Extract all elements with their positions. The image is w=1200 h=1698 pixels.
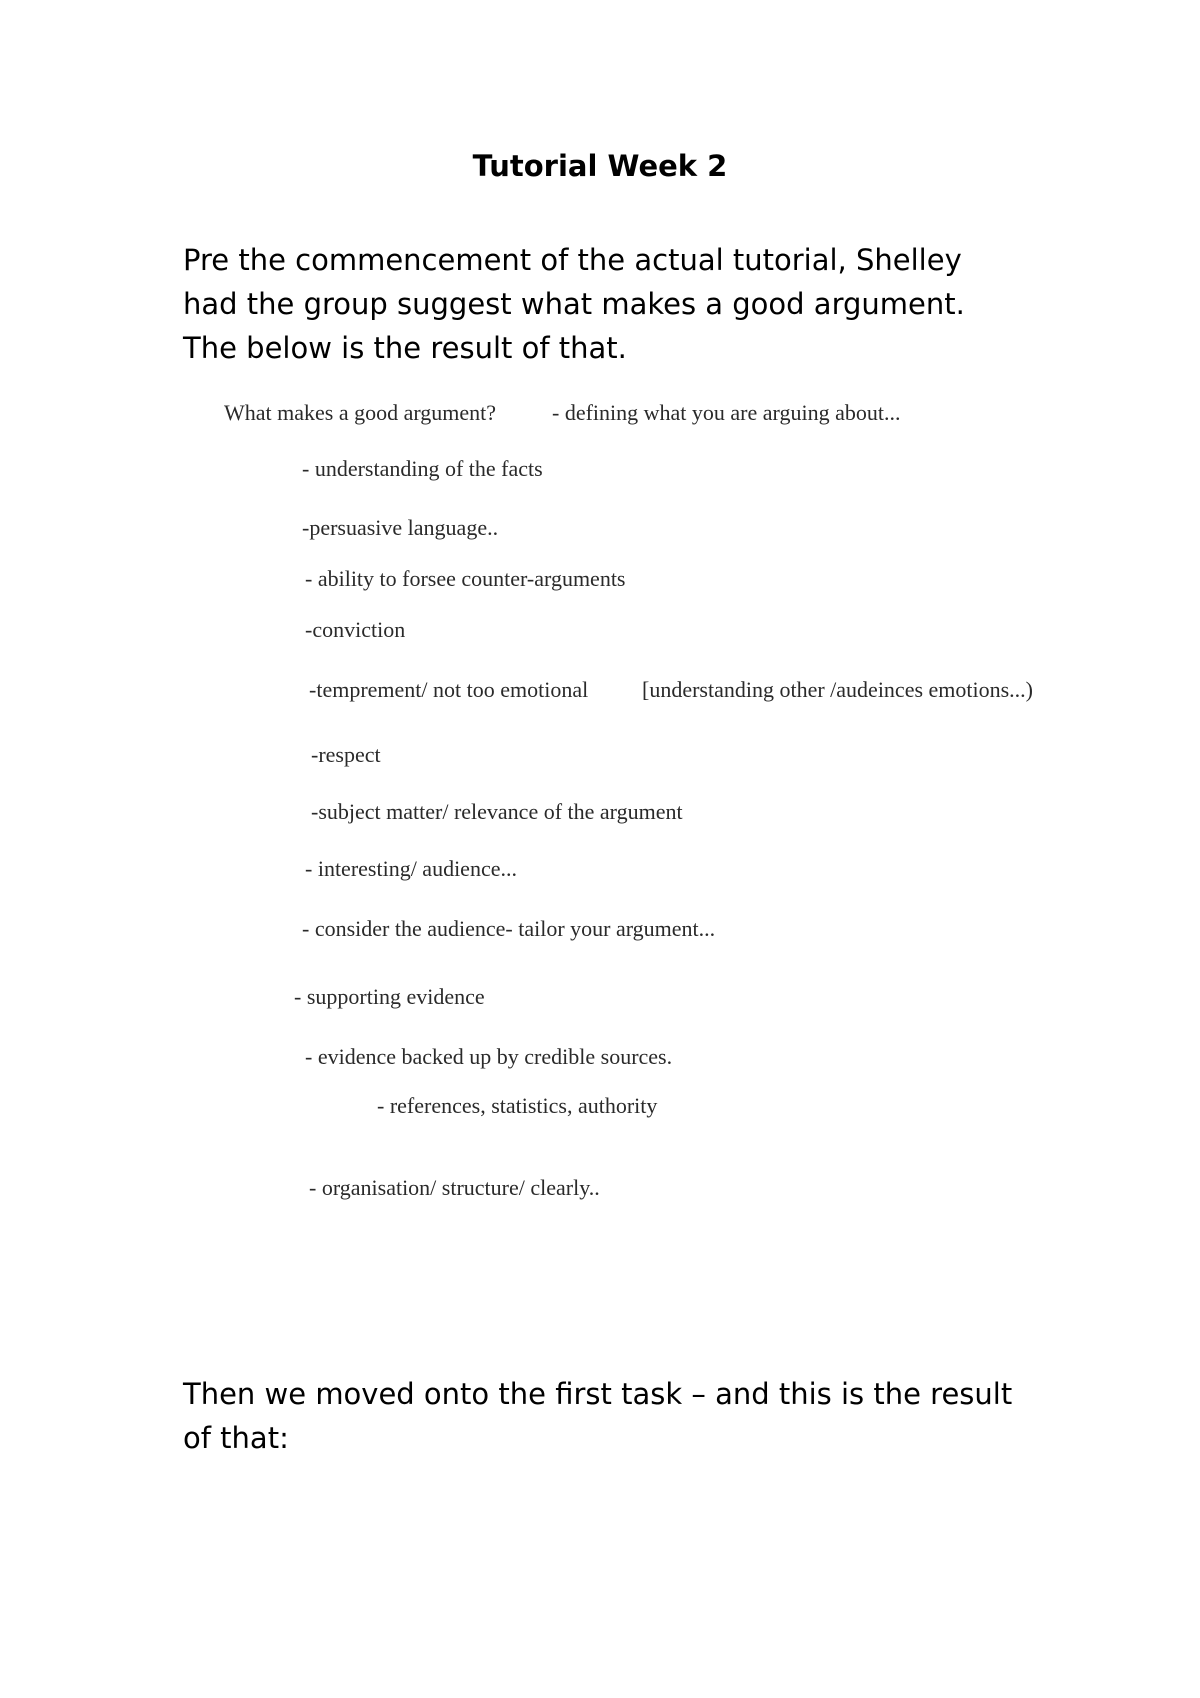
- page-title: Tutorial Week 2: [472, 149, 728, 183]
- notes-point: - supporting evidence: [294, 984, 485, 1009]
- notes-point: -temprement/ not too emotional: [309, 677, 589, 702]
- notes-point: -conviction: [305, 617, 406, 642]
- notes-point: - understanding of the facts: [302, 456, 543, 481]
- notes-point: - evidence backed up by credible sources.: [305, 1044, 673, 1069]
- intro-line: The below is the result of that.: [183, 331, 627, 365]
- notes-point: - ability to forsee counter-arguments: [305, 566, 626, 591]
- outro-paragraph: [183, 1372, 1063, 1460]
- outro-line: of that:: [183, 1421, 289, 1455]
- notes-point: -respect: [311, 742, 381, 767]
- outro-line: Then we moved onto the first task – and this is the result: [183, 1377, 1013, 1411]
- notes-bracket-note: [understanding other /audeinces emotions...): [642, 677, 1034, 702]
- notes-question: What makes a good argument?: [224, 400, 497, 425]
- notes-subpoint: - references, statistics, authority: [377, 1093, 658, 1118]
- notes-point: - consider the audience- tailor your argument...: [302, 916, 716, 941]
- intro-line: Pre the commencement of the actual tutorial, Shelley: [183, 243, 962, 277]
- notes-point: -subject matter/ relevance of the argument: [311, 799, 683, 824]
- notes-point: - interesting/ audience...: [305, 856, 517, 881]
- notes-point: -persuasive language..: [302, 515, 499, 540]
- intro-line: had the group suggest what makes a good argument.: [183, 287, 965, 321]
- notes-point: - organisation/ structure/ clearly..: [309, 1175, 600, 1200]
- notes-point: - defining what you are arguing about...: [552, 400, 901, 425]
